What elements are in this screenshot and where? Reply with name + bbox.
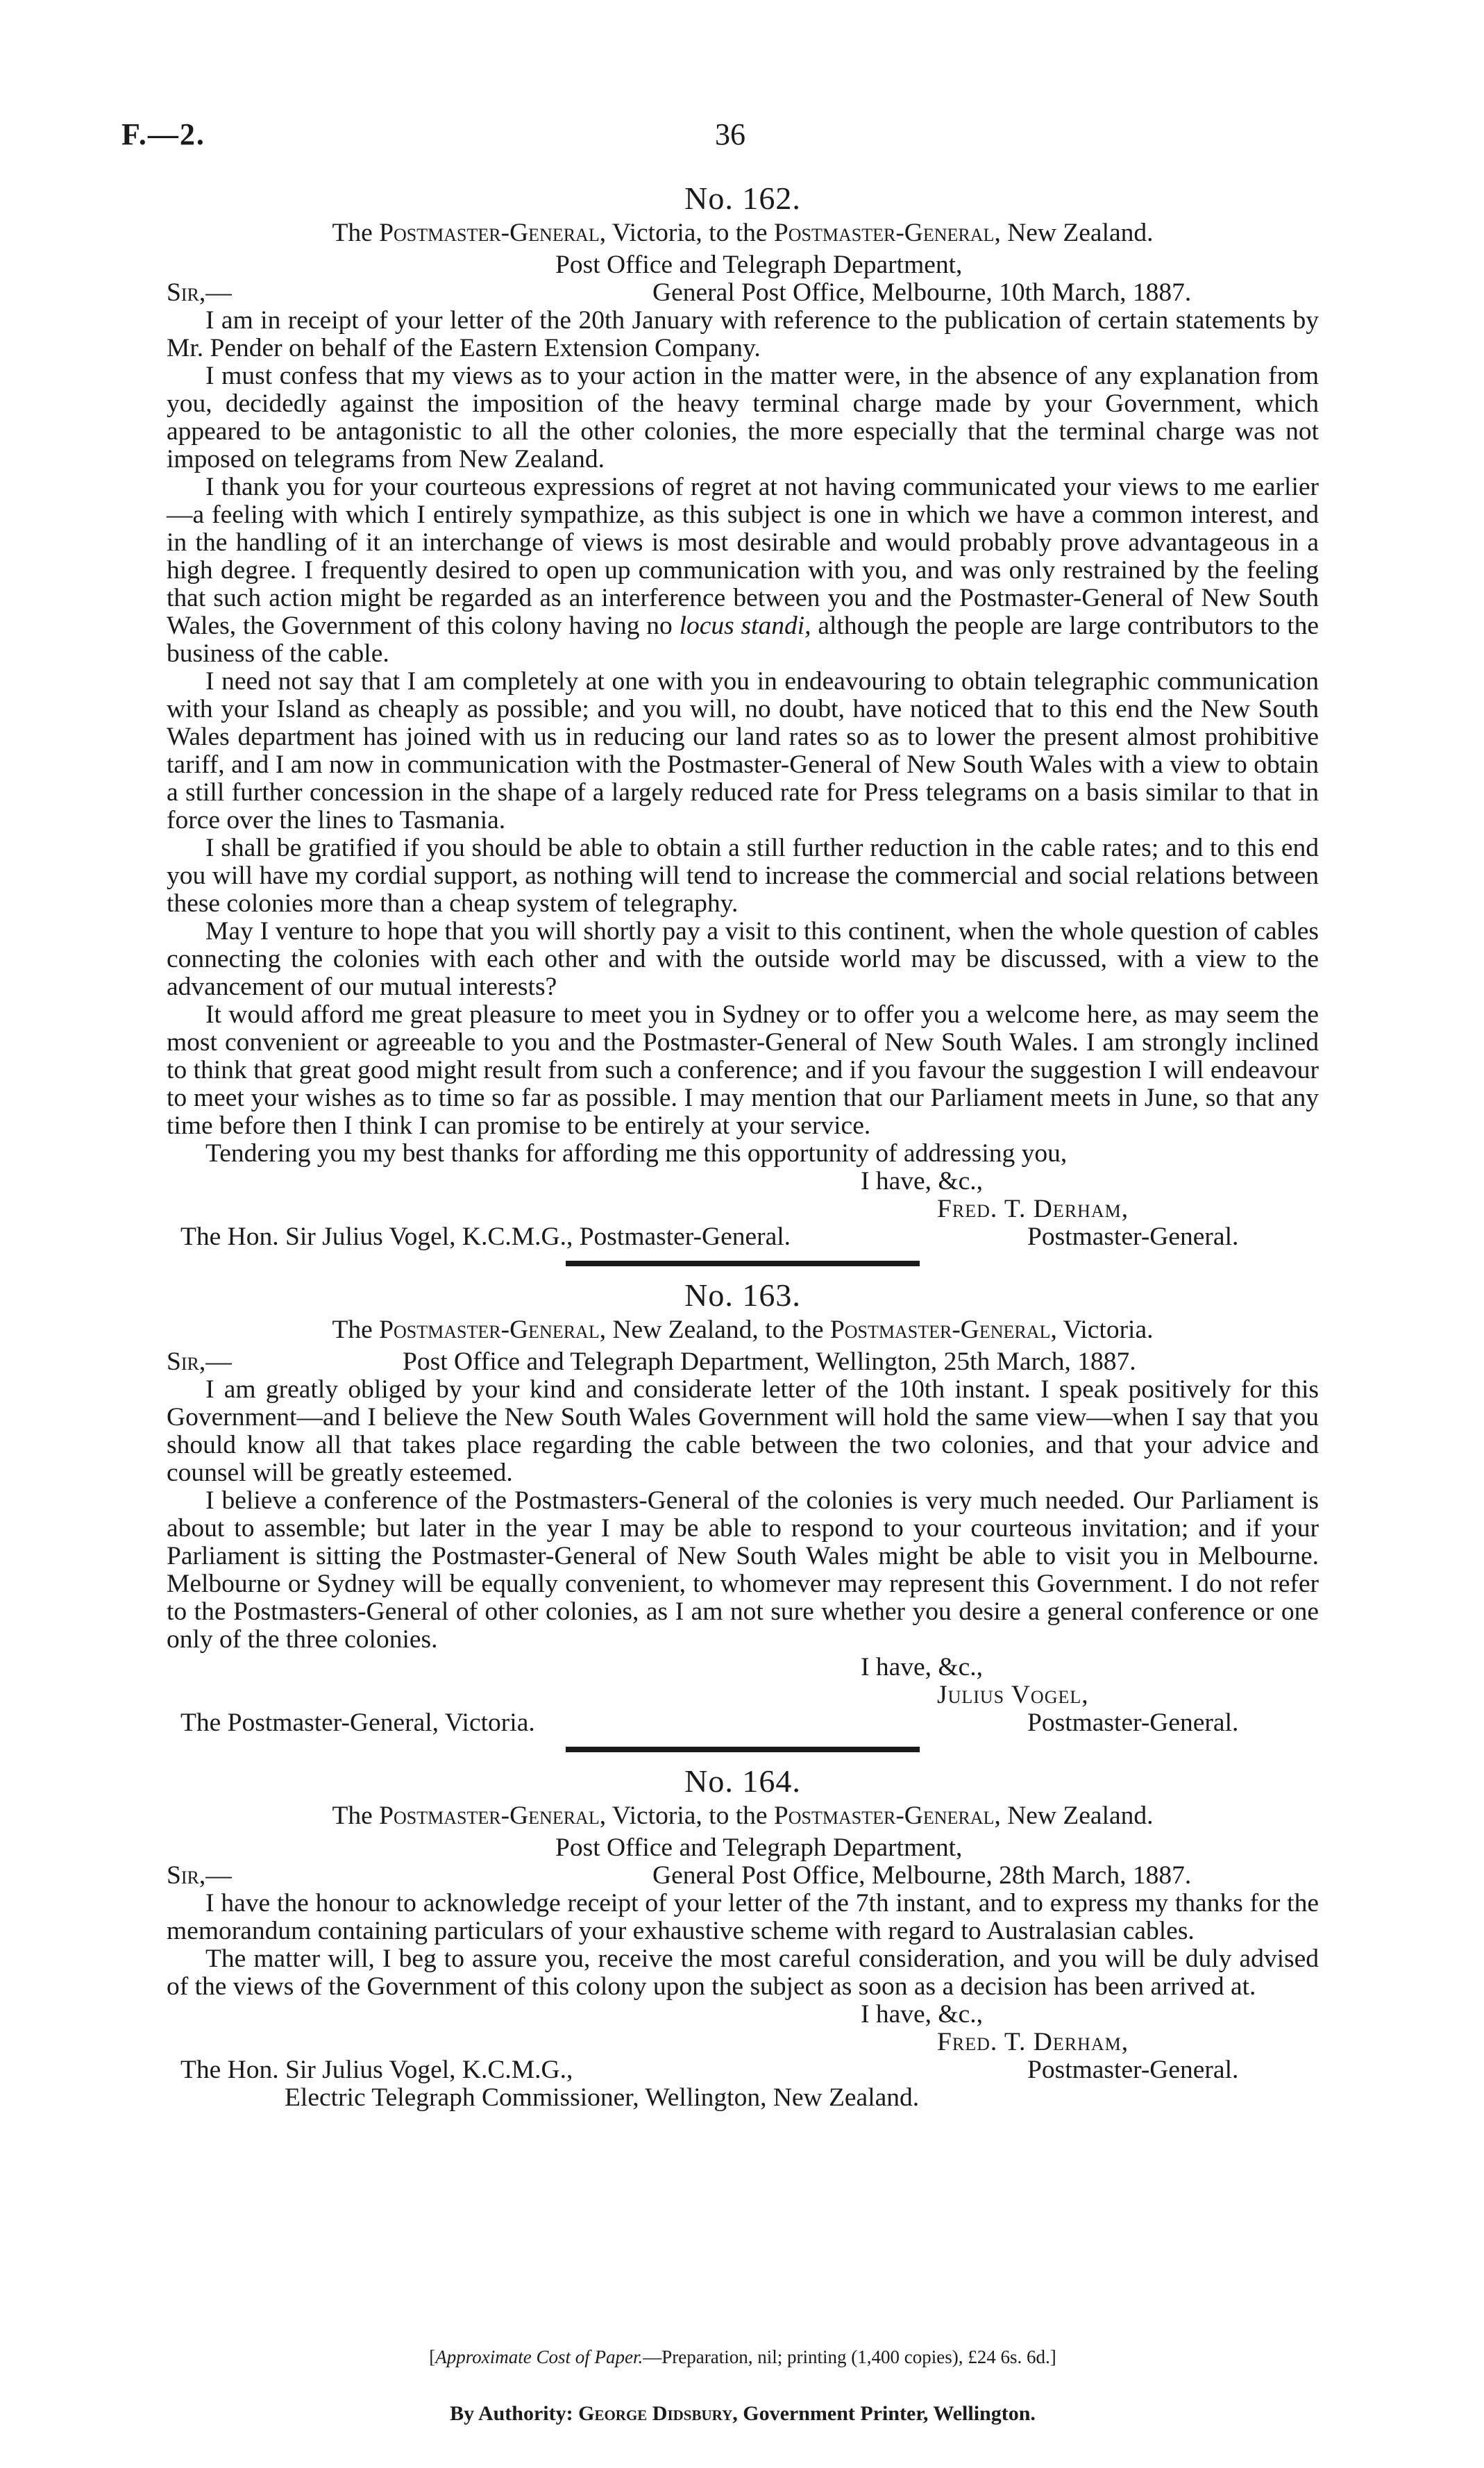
addressee-line-2: Electric Telegraph Commissioner, Wellington, New Zealand.: [285, 2083, 920, 2112]
closing-phrase: I have, &c.,: [861, 1653, 983, 1681]
printer-name: George Didsbury: [578, 2402, 733, 2425]
letter-closing: [167, 1168, 1319, 1251]
route-mid: , New Zealand, to the: [599, 1316, 830, 1344]
signature: [167, 1681, 1319, 1709]
letter-number: No. 163.: [684, 1277, 801, 1313]
paragraph-text: I thank you for your courteous expressions of regret at not having communicated your views to me earlier—a feeling with which I entirely sympathize, as this subject is one in which we have a common interest, and in the handling of it an interchange of views is most desirable and would probably prove advantageous in a high degree. I frequently desired to open up communication with you, and was only restrained by the feeling that such action might be regarded as an interference between you and the Postmaster-General of New South Wales, the Government of this colony having no: [167, 473, 1319, 640]
printer-authority: [167, 2402, 1319, 2426]
section-divider: [566, 1261, 920, 1266]
address-line-1: Post Office and Telegraph Department, Wellington, 25th March, 1887.: [403, 1348, 1136, 1376]
letter-number: No. 162.: [684, 181, 801, 216]
paragraph-text: although the people are large contributors to the business of the cable.: [167, 612, 1319, 668]
address-line-2: General Post Office, Melbourne, 28th March, 1887.: [652, 1861, 1192, 1890]
cost-label: Approximate Cost of Paper.: [435, 2347, 643, 2367]
authority-prefix: By Authority:: [450, 2402, 579, 2425]
closing-phrase: I have, &c.,: [861, 2000, 983, 2029]
addressee: The Hon. Sir Julius Vogel, K.C.M.G.,: [180, 2056, 573, 2084]
route-to: Postmaster-General: [829, 1316, 1051, 1344]
letter-164: [167, 1763, 1319, 2112]
letter-route: The Postmaster-General, Victoria, to the Postmaster-General, New Zealand.: [332, 1802, 1154, 1830]
addressee: The Hon. Sir Julius Vogel, K.C.M.G., Postmaster-General.: [180, 1223, 791, 1251]
letter-closing: [167, 2001, 1319, 2112]
letter-closing: [167, 1654, 1319, 1737]
section-divider: [566, 1747, 920, 1752]
paragraph: I must confess that my views as to your action in the matter were, in the absence of any explanation from you, decidedly against the imposition of the heavy terminal charge made by your Government, which appeared to be antagonistic to all the other colonies, the more especially that the terminal charge was not imposed on telegrams from New Zealand.: [167, 362, 1319, 473]
paragraph: I need not say that I am completely at one with you in endeavouring to obtain telegraphic communication with your Island as cheaply as possible; and you will, no doubt, have noticed that to this end the New South Wales department has joined with us in reducing our land rates so as to lower the present almost prohibitive tariff, and I am now in communication with the Postmaster-General of New South Wales with a view to obtain a still further concession in the shape of a largely reduced rate for Press telegrams on a basis similar to that in force over the lines to Tasmania.: [167, 667, 1319, 834]
signature: [167, 1195, 1319, 1223]
route-from: Postmaster-General: [379, 1316, 600, 1344]
letter-address: [167, 1834, 1319, 1890]
letter-162: [167, 181, 1319, 2112]
paragraph: I have the honour to acknowledge receipt of your letter of the 7th instant, and to express my thanks for the memorandum containing particulars of your exhaustive scheme with regard to Australasian cables.: [167, 1889, 1319, 1945]
closing-phrase: I have, &c.,: [861, 1167, 983, 1195]
letter-route: The Postmaster-General, Victoria, to the Postmaster-General, New Zealand.: [332, 219, 1154, 247]
authority-suffix: , Government Printer, Wellington.: [732, 2402, 1036, 2425]
letter-163: [167, 1277, 1319, 1737]
letter-address: [167, 251, 1319, 307]
paragraph: May I venture to hope that you will shortly pay a visit to this continent, when the whole question of cables connecting the colonies with each other and with the outside world may be discussed, with a view to the advancement of our mutual interests?: [167, 917, 1319, 1001]
document-reference: F.—2.: [121, 117, 205, 151]
route-to: Postmaster-General: [773, 1802, 995, 1830]
latin-phrase: locus standi,: [679, 612, 811, 640]
letter-number: No. 164.: [684, 1763, 801, 1799]
route-mid: , Victoria, to the: [599, 1802, 774, 1830]
address-line-1: Post Office and Telegraph Department,: [555, 1833, 963, 1862]
signature-name: Fred. T. Derham,: [937, 1195, 1129, 1223]
address-line-2: General Post Office, Melbourne, 10th March, 1887.: [652, 278, 1192, 307]
addressee: The Postmaster-General, Victoria.: [180, 1709, 535, 1737]
route-from: Postmaster-General: [379, 219, 600, 247]
salutation: Sir,—: [167, 278, 232, 307]
addressee-row: [167, 2056, 1319, 2084]
route-end: , New Zealand.: [994, 1802, 1154, 1830]
paragraph: The matter will, I beg to assure you, receive the most careful consideration, and you will be duly advised of the views of the Government of this colony upon the subject as soon as a decision has been arrived at.: [167, 1945, 1319, 2001]
page-number: 36: [715, 117, 745, 151]
signatory-title: Postmaster-General.: [1027, 2056, 1239, 2084]
addressee-row: [167, 1709, 1319, 1737]
signature-name: Julius Vogel,: [937, 1681, 1089, 1709]
paragraph: It would afford me great pleasure to meet you in Sydney or to offer you a welcome here, as may seem the most convenient or agreeable to you and the Postmaster-General of New South Wales. I am strongly inclined to think that great good might result from such a conference; and if you favour the suggestion I will endeavour to meet your wishes as to time so far as possible. I may mention that our Parliament meets in June, so that any time before then I think I can promise to be entirely at your service.: [167, 1000, 1319, 1140]
cost-details: —Preparation, nil; printing (1,400 copies), £24 6s. 6d.: [643, 2347, 1050, 2367]
salutation: Sir,—: [167, 1861, 232, 1890]
addressee-row: [167, 1223, 1319, 1251]
address-line-1: Post Office and Telegraph Department,: [555, 251, 963, 279]
paragraph: I believe a conference of the Postmasters-General of the colonies is very much needed. Our Parliament is about to assemble; but later in the year I may be able to respond to your courteous invitation; and if your Parliament is sitting the Postmaster-General of New South Wales might be able to visit you in Melbourne. Melbourne or Sydney will be equally convenient, to whomever may represent this Government. I do not refer to the Postmasters-General of other colonies, as I am not sure whether you desire a general conference or one only of the three colonies.: [167, 1486, 1319, 1654]
letter-route: The Postmaster-General, New Zealand, to the Postmaster-General, Victoria.: [332, 1316, 1154, 1344]
paragraph: I am in receipt of your letter of the 20th January with reference to the publication of certain statements by Mr. Pender on behalf of the Eastern Extension Company.: [167, 306, 1319, 362]
signature: [167, 2029, 1319, 2056]
route-end: , Victoria.: [1050, 1316, 1154, 1344]
route-from: Postmaster-General: [379, 1802, 600, 1830]
signatory-title: Postmaster-General.: [1027, 1709, 1239, 1737]
paragraph: Tendering you my best thanks for affording me this opportunity of addressing you,: [205, 1139, 1068, 1168]
paragraph: I am greatly obliged by your kind and considerate letter of the 10th instant. I speak positively for this Government—and I believe the New South Wales Government will hold the same view—when I say that you should know all that takes place regarding the cable between the two colonies, and that your advice and counsel will be greatly esteemed.: [167, 1375, 1319, 1487]
route-end: , New Zealand.: [994, 219, 1154, 247]
cost-note: [Approximate Cost of Paper.—Preparation, nil; printing (1,400 copies), £24 6s. 6d.]: [429, 2347, 1056, 2367]
route-mid: , Victoria, to the: [599, 219, 774, 247]
route-to: Postmaster-General: [773, 219, 995, 247]
paragraph: I shall be gratified if you should be able to obtain a still further reduction in the cable rates; and to this end you will have my cordial support, as nothing will tend to increase the commercial and social relations between these colonies more than a cheap system of telegraphy.: [167, 834, 1319, 918]
salutation: Sir,—: [167, 1348, 232, 1376]
letter-address: [167, 1348, 1319, 1376]
paragraph: [167, 473, 1319, 668]
signature-name: Fred. T. Derham,: [937, 2028, 1129, 2056]
signatory-title: Postmaster-General.: [1027, 1223, 1239, 1251]
